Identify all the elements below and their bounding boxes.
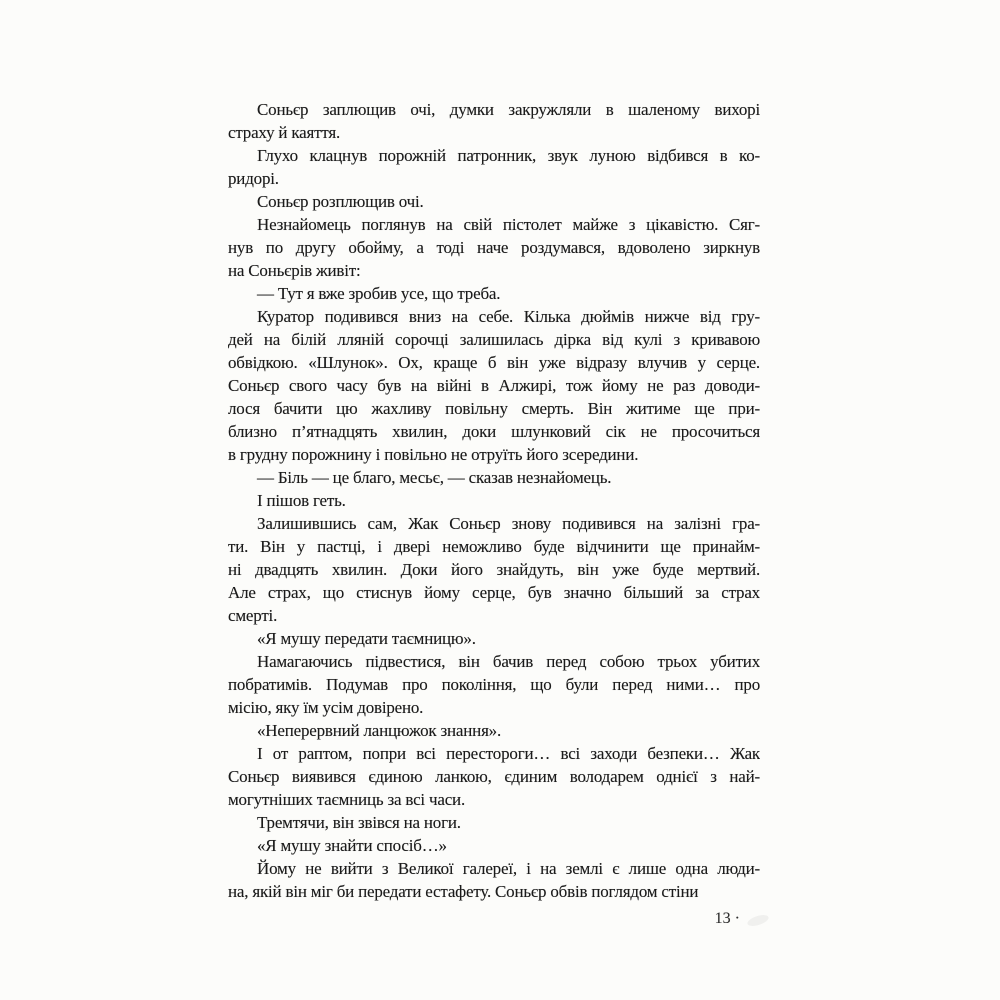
paragraph (228, 190, 760, 213)
paragraph (228, 144, 760, 190)
text-line: — Біль — це благо, месьє, — сказав незнайомець. (257, 468, 612, 487)
text-line: «Неперервний ланцюжок знання». (257, 721, 502, 740)
text-line: на, якій він міг би передати естафету. Соньєр обвів поглядом стіни (228, 882, 699, 901)
text-line: — Тут я вже зробив усе, що треба. (257, 284, 501, 303)
text-line: на Соньєрів живіт: (228, 261, 361, 280)
text-line: Незнайомець поглянув на свій пістолет майже з цікавістю. Сяг- (257, 215, 760, 234)
paragraph (228, 857, 760, 903)
text-line: обвідкою. «Шлунок». Ох, краще б він уже відразу влучив у серце. (228, 353, 760, 372)
text-line: в грудну порожнину і повільно не отруїть його зсередини. (228, 445, 639, 464)
paragraph (228, 512, 760, 627)
paragraph (228, 98, 760, 144)
text-line: Соньєр розплющив очі. (257, 192, 424, 211)
text-line: близно п’ятнадцять хвилин, доки шлунковий сік не просочиться (228, 422, 760, 441)
text-line: ти. Він у пастці, і двері неможливо буде відчинити ще принайм- (228, 537, 760, 556)
text-line: Тремтячи, він звівся на ноги. (257, 813, 461, 832)
text-line: смерті. (228, 606, 278, 625)
text-line: лося бачити цю жахливу повільну смерть. Він житиме ще при- (228, 399, 760, 418)
paragraph (228, 466, 760, 489)
text-line: страху й каяття. (228, 123, 341, 142)
text-line: Соньєр свого часу був на війні в Алжирі, тож йому не раз доводи- (228, 376, 760, 395)
paragraph (228, 305, 760, 466)
page-number: 13 · (714, 910, 740, 927)
text-line: місію, яку їм усім довірено. (228, 698, 424, 717)
text-line: могутніших таємниць за всі часи. (228, 790, 465, 809)
paragraph (228, 627, 760, 650)
text-line: Соньєр заплющив очі, думки закружляли в шаленому вихорі (257, 100, 760, 119)
paragraph (228, 650, 760, 719)
text-line: ні двадцять хвилин. Доки його знайдуть, він уже буде мертвий. (228, 560, 760, 579)
text-line: «Я мушу передати таємницю». (257, 629, 476, 648)
text-line: Соньєр виявився єдиною ланкою, єдиним володарем однієї з най- (228, 767, 760, 786)
text-line: І от раптом, попри всі перестороги… всі заходи безпеки… Жак (257, 744, 760, 763)
paragraph (228, 489, 760, 512)
paragraph (228, 834, 760, 857)
text-line: побратимів. Подумав про покоління, що були перед ними… про (228, 675, 760, 694)
text-line: «Я мушу знайти спосіб…» (257, 836, 447, 855)
text-line: Куратор подивився вниз на себе. Кілька дюймів нижче від гру- (257, 307, 760, 326)
paragraph (228, 282, 760, 305)
text-line: нув по другу обойму, а тоді наче роздумався, вдоволено зиркнув (228, 238, 760, 257)
paragraph (228, 742, 760, 811)
paragraph (228, 213, 760, 282)
paragraph (228, 719, 760, 742)
text-line: Йому не вийти з Великої галереї, і на землі є лише одна люди- (257, 859, 760, 878)
text-line: Залишившись сам, Жак Соньєр знову подивився на залізні гра- (257, 514, 760, 533)
paragraph (228, 811, 760, 834)
text-line: Глухо клацнув порожній патронник, звук луною відбився в ко- (257, 146, 760, 165)
text-line: дей на білій лляній сорочці залишилась дірка від кулі з кривавою (228, 330, 760, 349)
text-line: Але страх, що стиснув йому серце, був значно більший за страх (228, 583, 760, 602)
text-line: І пішов геть. (257, 491, 346, 510)
text-line: Намагаючись підвестися, він бачив перед собою трьох убитих (257, 652, 760, 671)
text-line: ридорі. (228, 169, 279, 188)
text-block (228, 98, 760, 903)
